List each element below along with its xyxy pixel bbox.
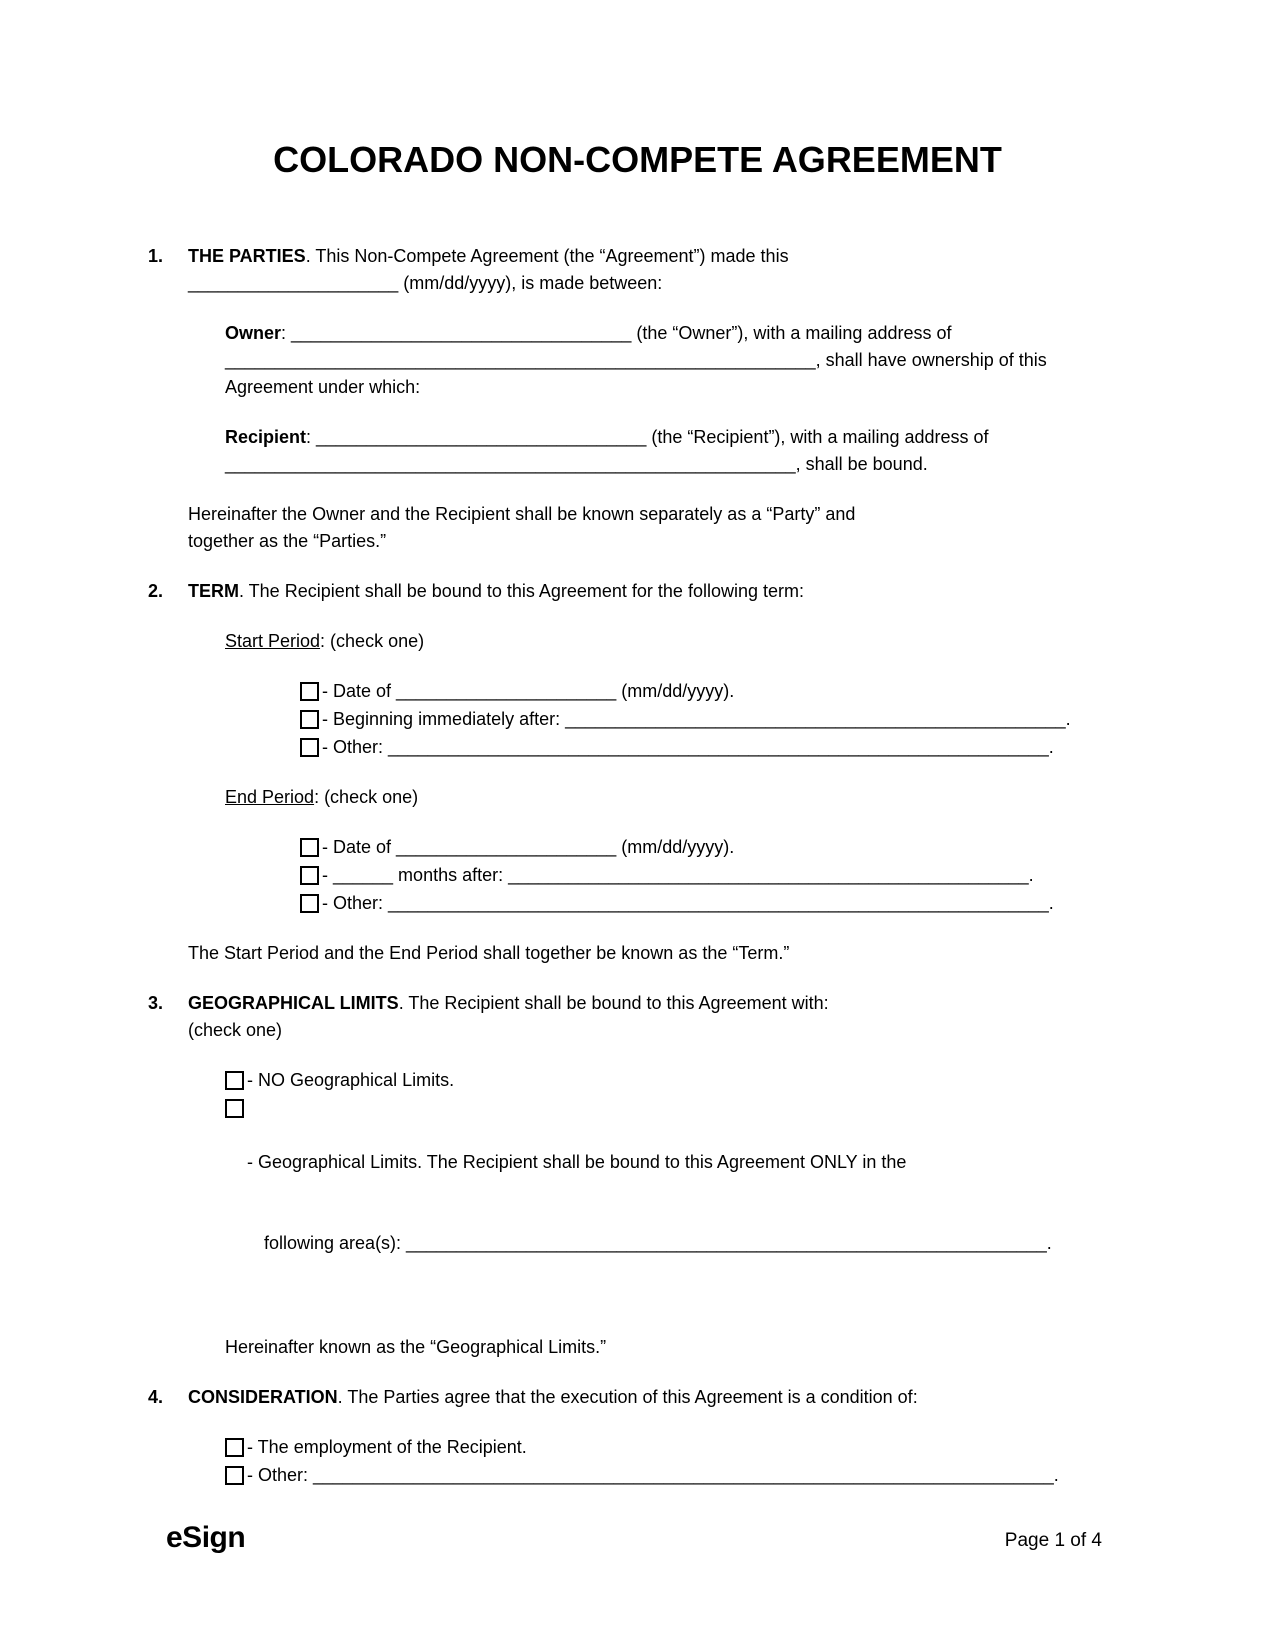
page-title: COLORADO NON-COMPETE AGREEMENT — [273, 139, 1002, 180]
consideration-options — [225, 1434, 1138, 1489]
consideration-option-employment: - The employment of the Recipient. — [225, 1434, 1138, 1461]
section-geographical-check-one: (check one) — [188, 1020, 283, 1040]
start-date-checkbox[interactable] — [300, 682, 319, 701]
owner-address-blank: ___________________________________________________________, shall have ownership of this — [225, 350, 1047, 370]
geographical-note: Hereinafter known as the “Geographical Limits.” — [225, 1337, 607, 1357]
section-parties-heading — [188, 243, 1138, 270]
owner-paragraph — [225, 320, 1138, 401]
parties-note: Hereinafter the Owner and the Recipient shall be known separately as a “Party” and together as the “Parties.” — [188, 504, 856, 551]
section-consideration-heading-bold: CONSIDERATION — [188, 1387, 338, 1407]
end-option-date: - Date of ______________________ (mm/dd/yyyy). — [300, 834, 1138, 861]
section-parties-heading-bold: THE PARTIES — [188, 246, 306, 266]
start-other-checkbox[interactable] — [300, 738, 319, 757]
start-option-beginning-after: - Beginning immediately after: __________________________________________________. — [300, 706, 1138, 733]
consideration-option-other: - Other: __________________________________________________________________________. — [225, 1462, 1138, 1489]
section-consideration-heading-rest: . The Parties agree that the execution of this Agreement is a condition of: — [337, 1387, 918, 1407]
section-geographical-heading-rest: . The Recipient shall be bound to this Agreement with: — [398, 993, 829, 1013]
section-geographical-heading-bold: GEOGRAPHICAL LIMITS — [188, 993, 399, 1013]
no-geographical-limits-checkbox[interactable] — [225, 1071, 244, 1090]
esign-logo: eSign — [166, 1521, 246, 1554]
end-months-after-checkbox[interactable] — [300, 866, 319, 885]
section-geographical-number: 3. — [148, 993, 164, 1013]
section-parties-number: 1. — [148, 246, 164, 266]
document-body — [148, 243, 1138, 1489]
recipient-name-blank: : _________________________________ (the “Recipient”), with a mailing address of — [306, 427, 989, 447]
geographical-options — [225, 1067, 1138, 1311]
owner-name-blank: : __________________________________ (the “Owner”), with a mailing address of — [281, 323, 952, 343]
section-term-heading-rest: . The Recipient shall be bound to this Agreement for the following term: — [239, 581, 804, 601]
start-option-other: - Other: __________________________________________________________________. — [300, 734, 1138, 761]
employment-checkbox[interactable] — [225, 1438, 244, 1457]
section-parties-heading-rest: . This Non-Compete Agreement (the “Agreement”) made this — [305, 246, 789, 266]
start-period-label: Start Period: (check one) — [225, 631, 425, 651]
end-option-other: - Other: __________________________________________________________________. — [300, 890, 1138, 917]
term-note: The Start Period and the End Period shall together be known as the “Term.” — [188, 943, 790, 963]
end-option-months-after: - ______ months after: ____________________________________________________. — [300, 862, 1138, 889]
section-geographical-heading — [188, 990, 1138, 1017]
section-consideration-heading — [188, 1384, 1138, 1411]
geo-limits-area-blank: following area(s): ________________________________________________________________. — [264, 1233, 1052, 1253]
section-consideration — [148, 1384, 1138, 1489]
recipient-paragraph — [225, 424, 1138, 478]
section-geographical-limits — [148, 990, 1138, 1361]
geographical-limits-checkbox[interactable] — [225, 1099, 244, 1118]
end-other-checkbox[interactable] — [300, 894, 319, 913]
geo-option-no-limits: - NO Geographical Limits. — [225, 1067, 1138, 1094]
end-date-checkbox[interactable] — [300, 838, 319, 857]
start-beginning-after-checkbox[interactable] — [300, 710, 319, 729]
start-period-options — [300, 678, 1138, 761]
recipient-address-blank: _________________________________________________________, shall be bound. — [225, 454, 928, 474]
agreement-date-blank: _____________________ (mm/dd/yyyy), is made between: — [188, 273, 663, 293]
end-period-label: End Period: (check one) — [225, 787, 419, 807]
section-parties — [148, 243, 1138, 555]
section-term-number: 2. — [148, 581, 164, 601]
end-period-options — [300, 834, 1138, 917]
start-option-date: - Date of ______________________ (mm/dd/yyyy). — [300, 678, 1138, 705]
owner-line-3: Agreement under which: — [225, 377, 421, 397]
geo-limits-line-1: - Geographical Limits. The Recipient shall be bound to this Agreement ONLY in the — [247, 1152, 907, 1172]
recipient-label: Recipient — [225, 427, 307, 447]
section-term-heading — [188, 578, 1138, 605]
section-consideration-number: 4. — [148, 1387, 164, 1407]
section-term — [148, 578, 1138, 967]
page-number: Page 1 of 4 — [1004, 1530, 1102, 1551]
consideration-other-checkbox[interactable] — [225, 1466, 244, 1485]
geo-option-limits — [225, 1095, 1138, 1311]
section-term-heading-bold: TERM — [188, 581, 239, 601]
owner-label: Owner — [225, 323, 282, 343]
